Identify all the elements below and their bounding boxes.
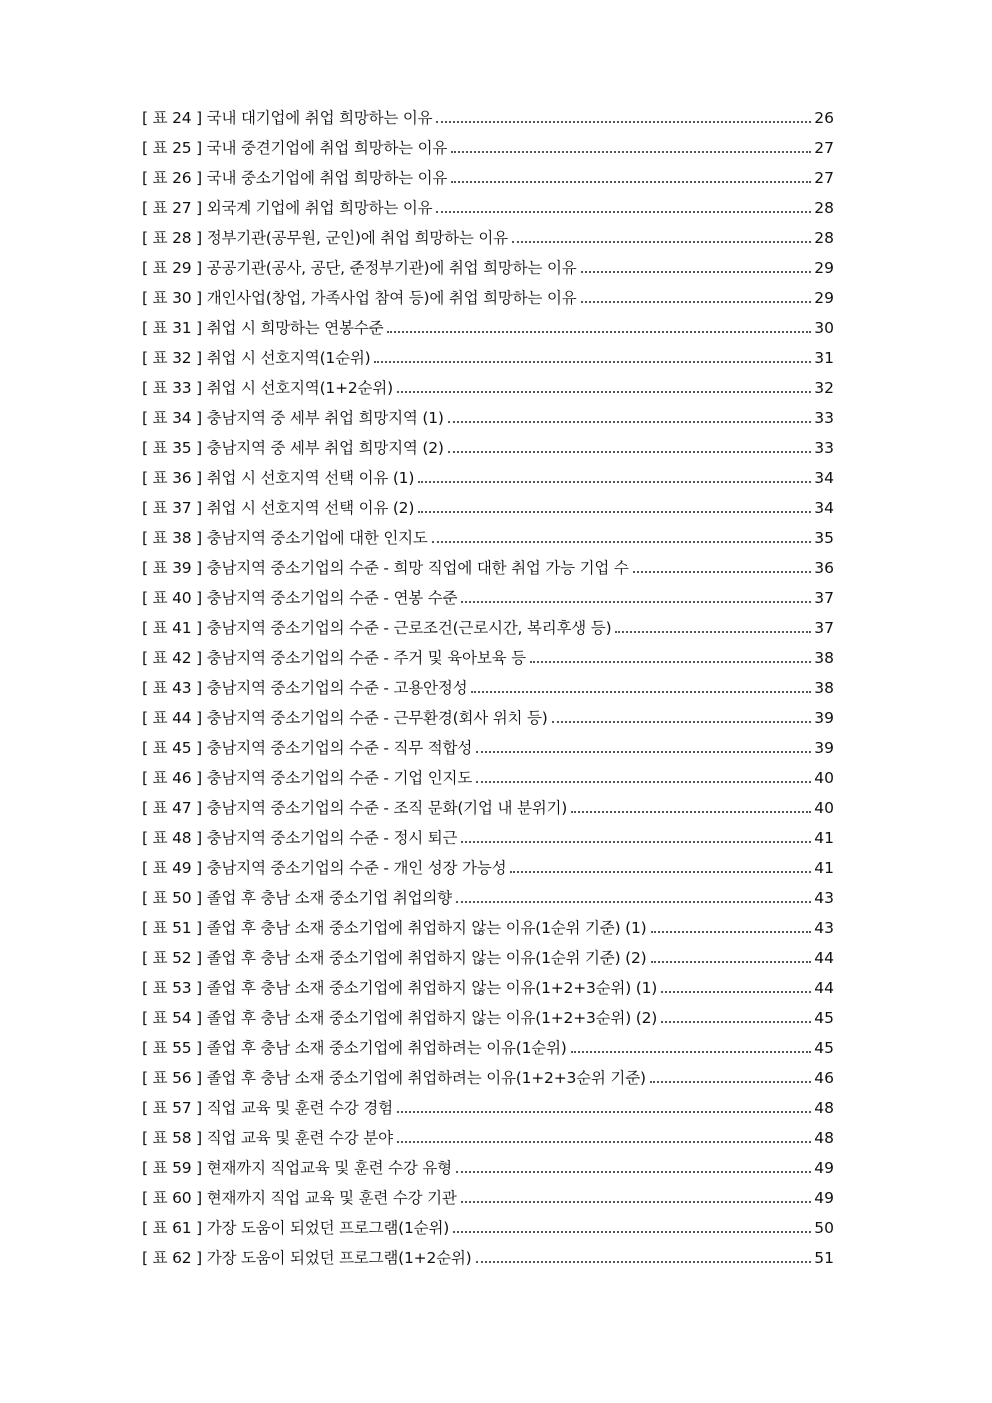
toc-entry-page: 29 [814,289,834,307]
toc-entry-52[interactable] [142,943,834,973]
toc-entry-title: [ 표 32 ] 취업 시 선호지역(1순위) [142,349,371,367]
table-of-contents [142,103,834,1273]
toc-entry-page: 34 [814,499,834,517]
toc-entry-page: 27 [814,139,834,157]
dot-leader [476,1260,812,1263]
toc-entry-32[interactable] [142,343,834,373]
toc-entry-61[interactable] [142,1213,834,1243]
toc-entry-title: [ 표 37 ] 취업 시 선호지역 선택 이유 (2) [142,499,415,517]
toc-entry-title: [ 표 30 ] 개인사업(창업, 가족사업 참여 등)에 취업 희망하는 이유 [142,289,577,307]
toc-entry-27[interactable] [142,193,834,223]
dot-leader [436,210,811,213]
toc-entry-title: [ 표 61 ] 가장 도움이 되었던 프로그램(1순위) [142,1219,450,1237]
toc-entry-page: 29 [814,259,834,277]
dot-leader [456,1170,811,1173]
toc-entry-44[interactable] [142,703,834,733]
dot-leader [476,750,811,753]
dot-leader [418,510,811,513]
toc-entry-page: 45 [814,1039,834,1057]
toc-entry-title: [ 표 28 ] 정부기관(공무원, 군인)에 취업 희망하는 이유 [142,229,508,247]
toc-entry-58[interactable] [142,1123,834,1153]
toc-entry-title: [ 표 36 ] 취업 시 선호지역 선택 이유 (1) [142,469,415,487]
toc-entry-title: [ 표 42 ] 충남지역 중소기업의 수준 - 주거 및 육아보육 등 [142,649,526,667]
toc-entry-37[interactable] [142,493,834,523]
toc-entry-title: [ 표 41 ] 충남지역 중소기업의 수준 - 근로조건(근로시간, 복리후생 등) [142,619,612,637]
dot-leader [448,420,812,423]
toc-entry-title: [ 표 54 ] 졸업 후 충남 소재 중소기업에 취업하지 않는 이유(1+2+3순위) (2) [142,1009,658,1027]
toc-entry-title: [ 표 47 ] 충남지역 중소기업의 수준 - 조직 문화(기업 내 분위기) [142,799,568,817]
toc-entry-41[interactable] [142,613,834,643]
dot-leader [471,690,811,693]
toc-entry-page: 36 [814,559,834,577]
toc-entry-page: 45 [814,1009,834,1027]
dot-leader [512,240,811,243]
dot-leader [451,150,811,153]
dot-leader [456,900,811,903]
toc-entry-title: [ 표 33 ] 취업 시 선호지역(1+2순위) [142,379,393,397]
toc-entry-29[interactable] [142,253,834,283]
dot-leader [571,810,811,813]
toc-entry-title: [ 표 58 ] 직업 교육 및 훈련 수강 분야 [142,1129,393,1147]
dot-leader [581,300,812,303]
toc-entry-60[interactable] [142,1183,834,1213]
toc-entry-page: 49 [814,1159,834,1177]
toc-entry-page: 44 [814,949,834,967]
toc-entry-page: 28 [814,229,834,247]
toc-entry-page: 34 [814,469,834,487]
toc-entry-title: [ 표 43 ] 충남지역 중소기업의 수준 - 고용안정성 [142,679,468,697]
toc-entry-title: [ 표 26 ] 국내 중소기업에 취업 희망하는 이유 [142,169,448,187]
toc-entry-25[interactable] [142,133,834,163]
toc-entry-38[interactable] [142,523,834,553]
toc-entry-page: 31 [814,349,834,367]
toc-entry-title: [ 표 34 ] 충남지역 중 세부 취업 희망지역 (1) [142,409,444,427]
toc-entry-62[interactable] [142,1243,834,1273]
toc-entry-page: 37 [814,589,834,607]
toc-entry-title: [ 표 24 ] 국내 대기업에 취업 희망하는 이유 [142,109,433,127]
toc-entry-title: [ 표 46 ] 충남지역 중소기업의 수준 - 기업 인지도 [142,769,473,787]
toc-entry-title: [ 표 60 ] 현재까지 직업 교육 및 훈련 수강 기관 [142,1189,457,1207]
dot-leader [571,1050,812,1053]
toc-entry-title: [ 표 48 ] 충남지역 중소기업의 수준 - 정시 퇴근 [142,829,458,847]
toc-entry-49[interactable] [142,853,834,883]
dot-leader [661,1020,811,1023]
toc-entry-page: 43 [814,889,834,907]
dot-leader [633,570,812,573]
toc-entry-48[interactable] [142,823,834,853]
toc-entry-title: [ 표 59 ] 현재까지 직업교육 및 훈련 수강 유형 [142,1159,452,1177]
toc-entry-page: 35 [814,529,834,547]
toc-entry-31[interactable] [142,313,834,343]
dot-leader [387,330,811,333]
toc-entry-page: 26 [814,109,834,127]
dot-leader [397,1140,811,1143]
toc-entry-title: [ 표 62 ] 가장 도움이 되었던 프로그램(1+2순위) [142,1249,472,1267]
toc-entry-page: 48 [814,1129,834,1147]
toc-entry-title: [ 표 56 ] 졸업 후 충남 소재 중소기업에 취업하려는 이유(1+2+3순위 기준) [142,1069,646,1087]
toc-entry-28[interactable] [142,223,834,253]
toc-entry-30[interactable] [142,283,834,313]
toc-entry-title: [ 표 27 ] 외국계 기업에 취업 희망하는 이유 [142,199,433,217]
toc-entry-39[interactable] [142,553,834,583]
toc-entry-page: 41 [814,829,834,847]
dot-leader [451,180,811,183]
toc-entry-34[interactable] [142,403,834,433]
toc-entry-title: [ 표 55 ] 졸업 후 충남 소재 중소기업에 취업하려는 이유(1순위) [142,1039,567,1057]
toc-entry-page: 30 [814,319,834,337]
dot-leader [650,1080,811,1083]
toc-entry-page: 40 [814,799,834,817]
dot-leader [448,450,812,453]
dot-leader [461,1200,812,1203]
toc-entry-55[interactable] [142,1033,834,1063]
dot-leader [552,720,812,723]
toc-entry-page: 33 [814,439,834,457]
toc-entry-page: 49 [814,1189,834,1207]
toc-entry-36[interactable] [142,463,834,493]
toc-entry-title: [ 표 29 ] 공공기관(공사, 공단, 준정부기관)에 취업 희망하는 이유 [142,259,577,277]
toc-entry-page: 28 [814,199,834,217]
toc-entry-53[interactable] [142,973,834,1003]
toc-entry-26[interactable] [142,163,834,193]
toc-entry-42[interactable] [142,643,834,673]
toc-entry-page: 44 [814,979,834,997]
toc-entry-24[interactable] [142,103,834,133]
toc-entry-35[interactable] [142,433,834,463]
dot-leader [651,960,812,963]
dot-leader [461,840,811,843]
toc-entry-page: 38 [814,679,834,697]
toc-entry-page: 38 [814,649,834,667]
toc-entry-page: 39 [814,739,834,757]
dot-leader [510,870,811,873]
dot-leader [397,1110,811,1113]
dot-leader [432,540,812,543]
dot-leader [661,990,811,993]
dot-leader [436,120,811,123]
dot-leader [418,480,811,483]
dot-leader [530,660,811,663]
toc-entry-title: [ 표 40 ] 충남지역 중소기업의 수준 - 연봉 수준 [142,589,458,607]
dot-leader [397,390,811,393]
toc-entry-40[interactable] [142,583,834,613]
toc-entry-43[interactable] [142,673,834,703]
toc-entry-page: 27 [814,169,834,187]
toc-entry-page: 48 [814,1099,834,1117]
toc-entry-title: [ 표 53 ] 졸업 후 충남 소재 중소기업에 취업하지 않는 이유(1+2+3순위) (1) [142,979,658,997]
toc-entry-page: 51 [814,1249,834,1267]
toc-entry-title: [ 표 51 ] 졸업 후 충남 소재 중소기업에 취업하지 않는 이유(1순위 기준) (1) [142,919,647,937]
toc-entry-title: [ 표 44 ] 충남지역 중소기업의 수준 - 근무환경(회사 위치 등) [142,709,548,727]
toc-entry-page: 50 [814,1219,834,1237]
toc-entry-page: 41 [814,859,834,877]
toc-entry-title: [ 표 45 ] 충남지역 중소기업의 수준 - 직무 적합성 [142,739,473,757]
dot-leader [651,930,812,933]
toc-entry-33[interactable] [142,373,834,403]
toc-entry-51[interactable] [142,913,834,943]
toc-entry-title: [ 표 52 ] 졸업 후 충남 소재 중소기업에 취업하지 않는 이유(1순위 기준) (2) [142,949,647,967]
toc-entry-57[interactable] [142,1093,834,1123]
toc-entry-page: 33 [814,409,834,427]
toc-entry-title: [ 표 57 ] 직업 교육 및 훈련 수강 경험 [142,1099,393,1117]
toc-entry-47[interactable] [142,793,834,823]
toc-entry-title: [ 표 25 ] 국내 중견기업에 취업 희망하는 이유 [142,139,448,157]
dot-leader [615,630,811,633]
toc-entry-54[interactable] [142,1003,834,1033]
dot-leader [374,360,811,363]
toc-entry-45[interactable] [142,733,834,763]
toc-entry-page: 46 [814,1069,834,1087]
toc-entry-title: [ 표 35 ] 충남지역 중 세부 취업 희망지역 (2) [142,439,444,457]
toc-entry-59[interactable] [142,1153,834,1183]
toc-entry-page: 37 [814,619,834,637]
dot-leader [461,600,811,603]
toc-entry-title: [ 표 39 ] 충남지역 중소기업의 수준 - 희망 직업에 대한 취업 가능 기업 수 [142,559,629,577]
toc-entry-page: 43 [814,919,834,937]
toc-entry-50[interactable] [142,883,834,913]
toc-entry-46[interactable] [142,763,834,793]
toc-entry-title: [ 표 49 ] 충남지역 중소기업의 수준 - 개인 성장 가능성 [142,859,507,877]
dot-leader [476,780,811,783]
toc-entry-title: [ 표 50 ] 졸업 후 충남 소재 중소기업 취업의향 [142,889,452,907]
dot-leader [453,1230,811,1233]
dot-leader [581,270,812,273]
toc-entry-title: [ 표 31 ] 취업 시 희망하는 연봉수준 [142,319,384,337]
toc-entry-page: 32 [814,379,834,397]
toc-entry-56[interactable] [142,1063,834,1093]
toc-entry-page: 40 [814,769,834,787]
toc-entry-title: [ 표 38 ] 충남지역 중소기업에 대한 인지도 [142,529,428,547]
toc-entry-page: 39 [814,709,834,727]
